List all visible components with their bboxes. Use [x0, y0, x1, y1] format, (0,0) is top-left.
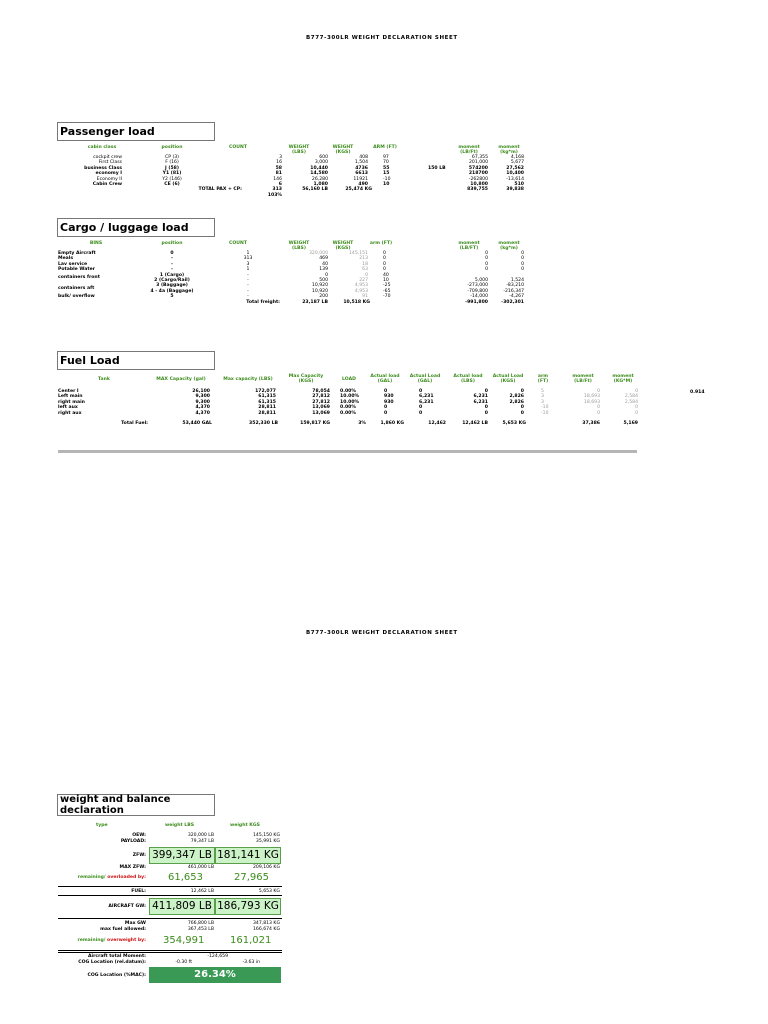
col-max-gal: MAX Capacity (gal) — [156, 377, 206, 382]
cog-mac-label: COG Location (%MAC): — [87, 973, 146, 978]
cell-moment-kg: 0 — [521, 251, 524, 256]
cell-weight-kgs: 490 — [358, 181, 368, 187]
cell-count: 1 — [246, 251, 250, 256]
passenger-percent-row — [0, 193, 768, 198]
cell-arm: -70 — [383, 294, 391, 300]
oew-kgs: 145,150 KG — [252, 833, 280, 838]
cell-moment-lb: 218700 — [468, 171, 488, 177]
total-lbs: 352,330 LB — [249, 420, 278, 426]
total-actual-1: 1,860 KG — [380, 420, 404, 426]
cell-moment-kg: 0 — [635, 405, 638, 411]
cell-arm: 97 — [383, 155, 389, 160]
cell-moment-kg: 0 — [521, 256, 524, 262]
cell-extra: 150 LB — [428, 165, 446, 171]
col-cabin-class: cabin class — [87, 145, 117, 150]
overloaded-text: overloaded by: — [107, 875, 146, 880]
cell-position: Y1 (81) — [162, 171, 182, 177]
cell-weight-kgs: 4,953 — [354, 283, 368, 289]
cell-moment-lb: 0 — [597, 410, 600, 416]
col-moment-lb: moment (LB/Ft) — [572, 374, 594, 384]
cell-actual-1: 930 — [384, 394, 394, 400]
cell-actual-3: 0 — [484, 405, 488, 411]
cell-position: CP (3) — [165, 155, 179, 160]
cell-count: 1 — [246, 267, 250, 273]
total-kgs: 10,518 KG — [343, 299, 370, 305]
cell-max-kgs: 27,812 — [312, 399, 330, 405]
col-moment-lb: moment (LB/Ft) — [458, 145, 480, 155]
total-label: Total Fuel: — [121, 420, 148, 426]
weight-balance-heading: weight and balance declaration — [57, 794, 215, 816]
cell-position: F (16) — [165, 160, 179, 166]
page-title: B777-300LR WEIGHT DECLARATION SHEET — [306, 35, 458, 41]
cell-position: 1 (Cargo) — [159, 272, 185, 278]
cell-moment-lb: 18,693 — [583, 394, 600, 400]
cell-moment-kg: 2,584 — [624, 399, 638, 405]
cell-cabin-class: First Class — [98, 160, 122, 166]
col-type: type — [96, 823, 108, 828]
total-actual-3: 12,462 LB — [462, 420, 488, 426]
cell-weight-kgs: 63 — [362, 267, 368, 273]
cell-position: - — [171, 261, 173, 267]
cell-actual-4: 0 — [520, 410, 524, 416]
cell-weight-kgs: 408 — [359, 155, 368, 160]
col-position: position — [161, 145, 183, 150]
max-zfw-kgs: 209,106 KG — [252, 865, 280, 870]
cell-load: 0.00% — [340, 389, 356, 394]
cell-tank: right main — [58, 399, 85, 405]
fuel-total-row — [0, 421, 768, 426]
cell-weight-kgs: 4736 — [355, 165, 368, 171]
cell-cabin-class: cockpit crew — [93, 155, 122, 160]
pax-percent: 103% — [267, 192, 282, 198]
oew-label: OEW: — [132, 833, 146, 838]
aircraft-gw-kgs: 186,793 KG — [215, 898, 281, 915]
remaining-zfw-kgs: 27,965 — [234, 872, 269, 883]
total-lbs: 56,160 LB — [302, 187, 328, 193]
cell-arm: 0 — [383, 261, 386, 267]
cell-position: - — [171, 267, 173, 273]
cell-max-gal: 4,370 — [195, 410, 210, 416]
cell-bin: Lav service — [58, 261, 88, 267]
col-moment-lb: moment (LB/FT) — [458, 241, 480, 251]
cell-position: 0 — [170, 251, 174, 256]
cargo-header-row — [0, 242, 768, 251]
cell-max-gal: 9,300 — [195, 399, 210, 405]
cog-in: -3.63 in — [242, 960, 260, 965]
col-load: LOAD — [342, 377, 356, 382]
cell-actual-3: 0 — [484, 389, 488, 394]
cell-count: - — [247, 283, 249, 289]
cell-arm: 70 — [383, 160, 389, 166]
total-actual-4: 5,653 KG — [502, 420, 526, 426]
max-zfw-lbs: 461,000 LB — [187, 865, 214, 870]
cell-weight-kgs: 0 — [365, 272, 368, 278]
cell-arm: 3 — [541, 399, 544, 405]
max-zfw-label: MAX ZFW: — [119, 865, 146, 870]
cell-moment-lb: 10,800 — [470, 181, 488, 187]
total-load: 3% — [358, 420, 366, 426]
passenger-header-row — [0, 146, 768, 155]
col-weight-kgs: weight KGS — [230, 823, 260, 828]
cell-cabin-class: Economy II — [96, 176, 122, 182]
zfw-kgs: 181,141 KG — [215, 847, 281, 864]
total-moment-lb: 839,755 — [467, 187, 488, 193]
cell-weight-lbs: 26,280 — [311, 176, 328, 182]
cell-count: 58 — [275, 165, 282, 171]
cell-arm: 55 — [383, 165, 390, 171]
zfw-label: ZFW: — [132, 853, 146, 858]
payload-lbs: 79,347 LB — [190, 839, 214, 844]
cell-tank: Left main — [58, 394, 83, 400]
cell-weight-kgs: 91 — [362, 294, 368, 300]
col-moment-kg: moment (kg*m) — [498, 145, 520, 155]
cell-bin: Potable Water — [58, 267, 95, 273]
cell-load: 0.00% — [340, 410, 356, 416]
cell-position: 4 - 4a (Baggage) — [150, 288, 194, 294]
fuel-table — [0, 375, 768, 426]
remaining-zfw-label — [50, 875, 146, 880]
col-position: position — [161, 241, 183, 246]
cell-count: - — [247, 272, 249, 278]
cell-moment-lb: -14,000 — [470, 294, 488, 300]
total-moment-lb: 37,386 — [582, 420, 600, 426]
cell-max-kgs: 78,054 — [312, 389, 330, 394]
max-fuel-kgs: 166,674 KG — [252, 927, 280, 932]
cell-actual-4: 0 — [520, 389, 524, 394]
total-moment-lb: -991,800 — [465, 299, 488, 305]
cell-max-kgs: 27,812 — [312, 394, 330, 400]
cell-bin: containers aft — [58, 286, 95, 292]
cell-moment-kg: -216,347 — [503, 288, 524, 294]
cell-load: 10.00% — [340, 394, 360, 400]
cell-arm: 15 — [383, 171, 390, 177]
fuel-header-row — [0, 375, 768, 389]
cell-moment-kg: -4,267 — [509, 294, 524, 300]
cell-weight-lbs: 0 — [325, 272, 328, 278]
cell-moment-kg: 0 — [635, 389, 638, 394]
cell-moment-lb: 0 — [485, 267, 488, 273]
total-actual-2: 12,462 — [428, 420, 446, 426]
max-gw-label: Max GW — [124, 921, 146, 926]
zfw-lbs: 399,347 LB — [149, 847, 215, 864]
cell-arm: -25 — [383, 283, 391, 289]
cell-actual-3: 6,231 — [473, 394, 488, 400]
divider-line — [58, 886, 282, 887]
col-weight-lbs: weight LBS — [165, 823, 195, 828]
cell-weight-lbs: 10,440 — [310, 165, 328, 171]
cell-actual-3: 6,231 — [473, 399, 488, 405]
cell-max-kgs: 13,069 — [312, 405, 330, 411]
max-gw-lbs: 766,800 LB — [187, 921, 214, 926]
cell-arm: -10 — [383, 176, 391, 182]
col-weight-lbs: WEIGHT (LBS) — [288, 241, 310, 251]
cell-weight-kgs: 213 — [359, 256, 368, 262]
cell-max-gal: 9,300 — [195, 394, 210, 400]
fuel-kgs: 5,653 KG — [258, 889, 280, 894]
total-count: 313 — [272, 187, 282, 193]
cell-actual-2: 6,231 — [419, 394, 434, 400]
aircraft-gw-label: AIRCRAFT GW: — [108, 904, 146, 909]
cell-tank: right aux — [58, 410, 82, 416]
cell-moment-lb: 0 — [485, 251, 488, 256]
cell-actual-2: 0 — [419, 410, 423, 416]
cell-moment-lb: 67,355 — [471, 155, 488, 160]
cell-actual-1: 0 — [384, 389, 388, 394]
cell-weight-kgs: 227 — [359, 277, 368, 283]
divider-line — [58, 918, 282, 919]
oew-lbs: 320,000 LB — [187, 833, 214, 838]
cell-weight-lbs: 320,000 — [309, 251, 328, 256]
cell-weight-lbs: 40 — [322, 261, 328, 267]
cell-actual-2: 0 — [419, 405, 423, 411]
max-gw-kgs: 347,813 KG — [252, 921, 280, 926]
total-moment-kg: 5,169 — [623, 420, 638, 426]
cell-max-lbs: 172,077 — [255, 389, 276, 394]
cell-weight-kgs: 11921 — [353, 176, 368, 182]
cell-arm: 40 — [383, 272, 389, 278]
cog-mac-value: 26.34% — [149, 967, 281, 983]
cell-actual-1: 0 — [384, 410, 388, 416]
cell-tank: left aux — [58, 405, 78, 411]
cell-max-gal: 4,370 — [195, 405, 210, 411]
cell-moment-lb: 574200 — [468, 165, 488, 171]
col-count: COUNT — [229, 241, 247, 246]
cell-bin: bulk/ overflow — [58, 294, 95, 300]
cell-arm: 0 — [383, 256, 386, 262]
cell-load: 0.00% — [340, 405, 356, 411]
fuel-lbs: 12,462 LB — [190, 889, 214, 894]
cell-weight-kgs: 18 — [362, 261, 368, 267]
cell-max-kgs: 13,069 — [312, 410, 330, 416]
cell-cabin-class: Cabin Crew — [92, 181, 122, 187]
col-actual-kgs: Actual Load (KGS) — [492, 374, 524, 384]
cell-actual-2: 6,231 — [419, 399, 434, 405]
divider-line — [58, 950, 282, 951]
divider-line — [58, 895, 282, 896]
max-fuel-lbs: 367,453 LB — [187, 927, 214, 932]
payload-label: PAYLOAD: — [120, 839, 146, 844]
cell-moment-kg: 1,524 — [510, 277, 524, 283]
cell-moment-kg: 2,584 — [624, 394, 638, 400]
total-moment-kg: 39,838 — [506, 187, 524, 193]
cell-count: - — [247, 288, 249, 294]
cell-moment-lb: -273,000 — [467, 283, 488, 289]
divider-line — [58, 952, 282, 953]
cargo-load-heading: Cargo / luggage load — [57, 218, 215, 237]
cell-count: - — [247, 294, 249, 300]
total-label: TOTAL PAX + CP: — [198, 187, 242, 193]
cell-arm: 10 — [383, 181, 390, 187]
col-bins: BINS — [89, 241, 103, 246]
cell-weight-lbs: 469 — [319, 256, 328, 262]
remaining-text: remaining/ — [77, 875, 108, 880]
cell-moment-lb: 201,000 — [469, 160, 488, 166]
cell-max-lbs: 28,811 — [258, 405, 276, 411]
cell-count: 146 — [273, 176, 282, 182]
cell-weight-lbs: 600 — [319, 155, 328, 160]
cell-actual-2: 0 — [419, 389, 423, 394]
aircraft-gw-lbs: 411,809 LB — [149, 898, 215, 915]
cell-moment-lb: 5,000 — [474, 277, 488, 283]
cell-moment-kg: 0 — [521, 267, 524, 273]
cell-arm: -65 — [383, 288, 391, 294]
cell-moment-lb: -709,800 — [467, 288, 488, 294]
col-max-kgs: Max Capacity (KGS) — [288, 374, 324, 384]
total-moment-kg: -302,301 — [501, 299, 524, 305]
cog-ft: -0.30 ft — [175, 960, 192, 965]
cell-moment-kg: -13,614 — [506, 176, 524, 182]
col-actual-gal2: Actual Load (GAL) — [409, 374, 441, 384]
cell-count: 6 — [278, 181, 282, 187]
total-gal: 53,440 GAL — [182, 420, 212, 426]
cog-datum-label: COG Location (rel.datum): — [78, 960, 146, 965]
total-lbs: 23,187 LB — [302, 299, 328, 305]
cell-weight-lbs: 14,580 — [310, 171, 328, 177]
cell-moment-kg: 510 — [514, 181, 524, 187]
cell-position: - — [171, 256, 173, 262]
col-tank: Tank — [98, 377, 110, 382]
cell-cabin-class: economy I — [95, 171, 122, 177]
col-moment-kg: moment (KG*M) — [612, 374, 634, 384]
passenger-table — [0, 146, 768, 198]
cell-max-lbs: 61,315 — [258, 399, 276, 405]
cell-moment-lb: 0 — [597, 389, 600, 394]
cell-position: 3 (Baggage) — [156, 283, 188, 289]
cell-arm: -10 — [541, 405, 549, 411]
cell-weight-lbs: 1,080 — [313, 181, 328, 187]
col-arm: arm (FT) — [369, 241, 393, 246]
cell-weight-kgs: 1,504 — [354, 160, 368, 166]
col-weight-kgs: WEIGHT (KGS) — [332, 145, 354, 155]
cell-arm: 3 — [541, 394, 544, 400]
cell-weight-kgs: 4,953 — [354, 288, 368, 294]
remaining-gw-lbs: 354,991 — [163, 935, 205, 946]
fuel-side-value: 0.914 — [690, 390, 705, 395]
col-arm: arm (FT) — [537, 374, 549, 384]
cell-max-lbs: 61,315 — [258, 394, 276, 400]
cell-count: - — [247, 277, 249, 283]
cell-position: 2 (Cargo/Rail) — [154, 277, 190, 283]
col-arm: ARM (FT) — [373, 145, 397, 150]
col-actual-gal: Actual load (GAL) — [370, 374, 400, 384]
cell-actual-4: 2,826 — [509, 399, 524, 405]
remaining-text: remaining/ — [77, 938, 108, 943]
cell-bin: containers front — [58, 275, 100, 281]
col-moment-kg: moment (kg*m) — [498, 241, 520, 251]
cell-actual-4: 0 — [520, 405, 524, 411]
cell-arm: -10 — [541, 410, 549, 416]
cell-count: 81 — [275, 171, 282, 177]
remaining-zfw-lbs: 61,653 — [168, 872, 203, 883]
cell-weight-kgs: 145,151 — [349, 251, 368, 256]
moment-label: Aircraft total Moment: — [87, 954, 146, 959]
cell-count: 3 — [279, 155, 282, 160]
cell-moment-lb: 0 — [485, 261, 488, 267]
cell-moment-kg: -83,210 — [506, 283, 524, 289]
max-fuel-label: max fuel allowed: — [100, 927, 146, 932]
cell-moment-kg: 0 — [635, 410, 638, 416]
cell-weight-lbs: 10,920 — [311, 288, 328, 294]
overweight-text: overweight by: — [107, 938, 146, 943]
col-actual-lbs: Actual load (LBS) — [453, 374, 483, 384]
cargo-table — [0, 242, 768, 305]
section-divider — [58, 450, 637, 453]
cell-position: CE (6) — [164, 181, 180, 187]
cell-count: 3 — [246, 261, 250, 267]
cell-weight-lbs: 500 — [319, 277, 328, 283]
fuel-label: FUEL: — [131, 889, 146, 894]
col-weight-lbs: WEIGHT (LBS) — [288, 145, 310, 155]
moment-value: -124,659 — [207, 954, 228, 959]
cell-actual-1: 0 — [384, 405, 388, 411]
cell-arm: 5 — [541, 389, 544, 394]
total-kgs: 159,817 KG — [300, 420, 330, 426]
cell-tank: Center I — [58, 389, 79, 394]
cell-moment-kg: 10,400 — [506, 171, 524, 177]
cell-arm: 10 — [383, 277, 389, 283]
cell-weight-kgs: 6613 — [355, 171, 368, 177]
cell-moment-lb: 18,693 — [583, 399, 600, 405]
page2-title: B777-300LR WEIGHT DECLARATION SHEET — [306, 630, 458, 636]
cell-arm: 0 — [383, 251, 386, 256]
cell-bin: Meals — [58, 256, 74, 262]
cell-max-gal: 26,100 — [192, 389, 210, 394]
passenger-load-heading: Passenger load — [57, 122, 215, 141]
cell-moment-lb: 0 — [485, 256, 488, 262]
cell-position: J (58) — [165, 165, 179, 171]
remaining-gw-kgs: 161,021 — [230, 935, 272, 946]
cell-position: 5 — [170, 294, 174, 300]
cell-weight-lbs: 139 — [319, 267, 328, 273]
col-max-lbs: Max capacity (LBS) — [223, 377, 273, 382]
cell-arm: 0 — [383, 267, 386, 273]
cell-load: 10.00% — [340, 399, 360, 405]
cell-count: 313 — [243, 256, 253, 262]
fuel-load-heading: Fuel Load — [57, 351, 215, 370]
cell-weight-lbs: 3,000 — [314, 160, 328, 166]
cell-moment-lb: 0 — [597, 405, 600, 411]
col-count: COUNT — [229, 145, 247, 150]
cell-actual-1: 930 — [384, 399, 394, 405]
cell-bin: Empty Aircraft — [58, 251, 96, 256]
cell-moment-kg: 4,168 — [510, 155, 524, 160]
cell-weight-lbs: 200 — [319, 294, 328, 300]
payload-kgs: 35,991 KG — [255, 839, 280, 844]
cell-moment-kg: 5,677 — [510, 160, 524, 166]
cell-moment-lb: -262800 — [468, 176, 488, 182]
cell-actual-3: 0 — [484, 410, 488, 416]
remaining-gw-label — [50, 938, 146, 943]
col-weight-kgs: WEIGHT (KGS) — [332, 241, 354, 251]
cell-moment-kg: 27,562 — [506, 165, 524, 171]
cell-cabin-class: business Class — [84, 165, 122, 171]
cell-weight-lbs: 10,920 — [311, 283, 328, 289]
cell-max-lbs: 28,811 — [258, 410, 276, 416]
total-label: Total freight: — [246, 299, 280, 305]
cell-count: 16 — [276, 160, 282, 166]
total-kgs: 25,474 KG — [345, 187, 372, 193]
cell-actual-4: 2,826 — [509, 394, 524, 400]
cargo-total-row — [0, 300, 768, 305]
cell-position: Y2 (146) — [162, 176, 182, 182]
cell-moment-kg: 0 — [521, 261, 524, 267]
